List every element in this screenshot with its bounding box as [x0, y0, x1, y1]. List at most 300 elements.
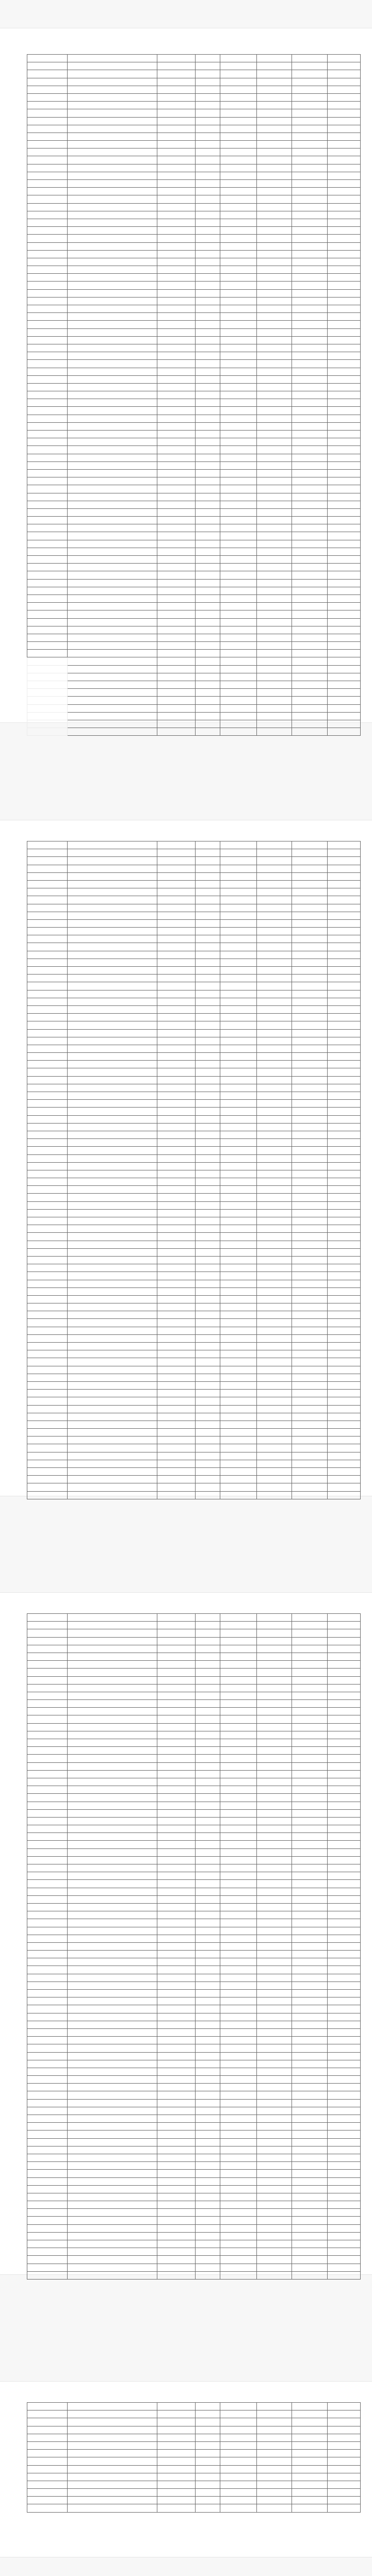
lowest-score-cell — [292, 657, 328, 665]
highest-score-cell — [257, 1903, 292, 1911]
major-cell — [68, 2177, 157, 2185]
subject-cell — [196, 1248, 220, 1256]
major-cell — [68, 1319, 157, 1327]
provincial-control-line-cell — [220, 1684, 257, 1692]
table-row — [27, 282, 361, 289]
average-score-cell — [328, 928, 361, 935]
major-cell — [68, 438, 157, 446]
subject-cell — [196, 1739, 220, 1747]
major-cell — [68, 872, 157, 880]
major-cell — [68, 383, 157, 391]
major-cell — [68, 1280, 157, 1287]
table-row — [27, 650, 361, 657]
province-cell — [27, 446, 68, 454]
batch-cell — [157, 556, 196, 564]
highest-score-cell — [257, 1217, 292, 1225]
average-score-cell — [328, 1491, 361, 1499]
table-row — [27, 242, 361, 250]
average-score-cell — [328, 289, 361, 297]
highest-score-cell — [257, 975, 292, 982]
batch-cell — [157, 2021, 196, 2028]
highest-score-cell — [257, 912, 292, 919]
table-row — [27, 125, 361, 133]
provincial-control-line-cell — [220, 2005, 257, 2013]
average-score-cell — [328, 1692, 361, 1699]
provincial-control-line-cell — [220, 1217, 257, 1225]
lowest-score-cell — [292, 2177, 328, 2185]
major-cell — [68, 211, 157, 219]
provincial-control-line-cell — [220, 1692, 257, 1699]
batch-cell — [157, 109, 196, 117]
province-cell — [27, 125, 68, 133]
batch-cell — [157, 70, 196, 78]
average-score-cell — [328, 1014, 361, 1021]
province-cell — [27, 1170, 68, 1178]
highest-score-cell — [257, 1139, 292, 1147]
average-score-cell — [328, 282, 361, 289]
batch-cell — [157, 2084, 196, 2091]
major-cell — [68, 880, 157, 888]
provincial-control-line-cell — [220, 841, 257, 849]
highest-score-cell — [257, 1029, 292, 1037]
highest-score-cell — [257, 2473, 292, 2481]
provincial-control-line-cell — [220, 2450, 257, 2457]
table-row — [27, 1194, 361, 1201]
batch-cell — [157, 2193, 196, 2201]
highest-score-cell — [257, 1436, 292, 1444]
average-score-cell — [328, 383, 361, 391]
average-score-cell — [328, 1084, 361, 1092]
subject-cell — [196, 375, 220, 383]
subject-cell — [196, 2232, 220, 2240]
table-row — [27, 1755, 361, 1762]
major-cell — [68, 2013, 157, 2021]
batch-cell — [157, 1841, 196, 1848]
average-score-cell — [328, 2123, 361, 2131]
table-row — [27, 865, 361, 872]
highest-score-cell — [257, 1162, 292, 1170]
batch-cell — [157, 1295, 196, 1303]
major-cell — [68, 508, 157, 516]
batch-cell — [157, 508, 196, 516]
provincial-control-line-cell — [220, 1669, 257, 1676]
lowest-score-cell — [292, 297, 328, 305]
average-score-cell — [328, 975, 361, 982]
provincial-control-line-cell — [220, 1068, 257, 1076]
highest-score-cell — [257, 1864, 292, 1872]
province-cell — [27, 595, 68, 602]
major-cell — [68, 1990, 157, 1997]
major-cell — [68, 375, 157, 383]
provincial-control-line-cell — [220, 1444, 257, 1452]
subject-cell — [196, 2052, 220, 2060]
major-cell — [68, 1194, 157, 1201]
provincial-control-line-cell — [220, 1468, 257, 1476]
average-score-cell — [328, 164, 361, 172]
major-cell — [68, 156, 157, 164]
lowest-score-cell — [292, 242, 328, 250]
subject-cell — [196, 1374, 220, 1381]
subject-cell — [196, 1848, 220, 1856]
table-row — [27, 2076, 361, 2084]
major-cell — [68, 328, 157, 336]
major-cell — [68, 1958, 157, 1966]
highest-score-cell — [257, 344, 292, 352]
province-cell — [27, 305, 68, 313]
batch-cell — [157, 1935, 196, 1942]
highest-score-cell — [257, 998, 292, 1005]
highest-score-cell — [257, 195, 292, 203]
major-cell — [68, 461, 157, 469]
batch-cell — [157, 1990, 196, 1997]
table-row — [27, 673, 361, 681]
province-cell — [27, 1460, 68, 1467]
table-row — [27, 1037, 361, 1045]
batch-cell — [157, 610, 196, 618]
average-score-cell — [328, 849, 361, 857]
major-cell — [68, 2044, 157, 2052]
provincial-control-line-cell — [220, 93, 257, 101]
major-cell — [68, 1053, 157, 1061]
provincial-control-line-cell — [220, 673, 257, 681]
province-cell — [27, 1880, 68, 1888]
batch-cell — [157, 1366, 196, 1374]
average-score-cell — [328, 990, 361, 998]
provincial-control-line-cell — [220, 1872, 257, 1880]
lowest-score-cell — [292, 1287, 328, 1295]
subject-cell — [196, 1444, 220, 1452]
major-cell — [68, 2091, 157, 2099]
average-score-cell — [328, 1139, 361, 1147]
subject-cell — [196, 62, 220, 70]
highest-score-cell — [257, 1888, 292, 1895]
province-cell — [27, 2441, 68, 2449]
provincial-control-line-cell — [220, 1225, 257, 1233]
highest-score-cell — [257, 872, 292, 880]
batch-cell — [157, 857, 196, 865]
table-row — [27, 1005, 361, 1013]
provincial-control-line-cell — [220, 540, 257, 548]
provincial-control-line-cell — [220, 1397, 257, 1405]
lowest-score-cell — [292, 360, 328, 368]
province-cell — [27, 1692, 68, 1699]
highest-score-cell — [257, 1390, 292, 1397]
subject-cell — [196, 1241, 220, 1248]
batch-cell — [157, 2068, 196, 2075]
lowest-score-cell — [292, 2138, 328, 2146]
batch-cell — [157, 1684, 196, 1692]
lowest-score-cell — [292, 728, 328, 736]
lowest-score-cell — [292, 2410, 328, 2418]
table-row — [27, 1045, 361, 1052]
province-cell — [27, 93, 68, 101]
subject-cell — [196, 156, 220, 164]
lowest-score-cell — [292, 93, 328, 101]
lowest-score-cell — [292, 1476, 328, 1483]
highest-score-cell — [257, 1358, 292, 1366]
province-cell — [27, 697, 68, 704]
highest-score-cell — [257, 2060, 292, 2068]
lowest-score-cell — [292, 1637, 328, 1645]
subject-cell — [196, 912, 220, 919]
province-cell — [27, 720, 68, 728]
table-row — [27, 438, 361, 446]
provincial-control-line-cell — [220, 2107, 257, 2115]
highest-score-cell — [257, 1303, 292, 1311]
subject-cell — [196, 70, 220, 78]
provincial-control-line-cell — [220, 1903, 257, 1911]
provincial-control-line-cell — [220, 250, 257, 258]
provincial-control-line-cell — [220, 1997, 257, 2005]
major-cell — [68, 195, 157, 203]
province-cell — [27, 517, 68, 524]
provincial-control-line-cell — [220, 62, 257, 70]
subject-cell — [196, 109, 220, 117]
subject-cell — [196, 1723, 220, 1731]
average-score-cell — [328, 1366, 361, 1374]
batch-cell — [157, 1303, 196, 1311]
province-cell — [27, 321, 68, 328]
provincial-control-line-cell — [220, 2177, 257, 2185]
lowest-score-cell — [292, 1483, 328, 1491]
major-cell — [68, 1731, 157, 1739]
table-row — [27, 493, 361, 501]
average-score-cell — [328, 1194, 361, 1201]
subject-cell — [196, 2091, 220, 2099]
column-header — [328, 55, 361, 62]
lowest-score-cell — [292, 305, 328, 313]
table-row — [27, 2450, 361, 2457]
average-score-cell — [328, 967, 361, 975]
lowest-score-cell — [292, 1684, 328, 1692]
batch-cell — [157, 928, 196, 935]
table-row — [27, 1958, 361, 1966]
province-cell — [27, 1731, 68, 1739]
province-cell — [27, 1295, 68, 1303]
province-cell — [27, 344, 68, 352]
major-cell — [68, 1014, 157, 1021]
subject-cell — [196, 172, 220, 179]
highest-score-cell — [257, 2005, 292, 2013]
province-cell — [27, 1334, 68, 1342]
column-header — [220, 55, 257, 62]
average-score-cell — [328, 548, 361, 555]
province-cell — [27, 1895, 68, 1903]
provincial-control-line-cell — [220, 1264, 257, 1272]
lowest-score-cell — [292, 1295, 328, 1303]
subject-cell — [196, 1170, 220, 1178]
lowest-score-cell — [292, 1405, 328, 1413]
highest-score-cell — [257, 1723, 292, 1731]
lowest-score-cell — [292, 712, 328, 720]
batch-cell — [157, 1708, 196, 1715]
highest-score-cell — [257, 2123, 292, 2131]
table-row — [27, 133, 361, 140]
subject-cell — [196, 242, 220, 250]
batch-cell — [157, 2426, 196, 2434]
average-score-cell — [328, 2084, 361, 2091]
average-score-cell — [328, 673, 361, 681]
subject-cell — [196, 148, 220, 156]
average-score-cell — [328, 274, 361, 282]
average-score-cell — [328, 1684, 361, 1692]
average-score-cell — [328, 2052, 361, 2060]
highest-score-cell — [257, 2028, 292, 2036]
subject-cell — [196, 857, 220, 865]
batch-cell — [157, 2497, 196, 2504]
average-score-cell — [328, 1319, 361, 1327]
table-row — [27, 1715, 361, 1723]
lowest-score-cell — [292, 1739, 328, 1747]
average-score-cell — [328, 1444, 361, 1452]
highest-score-cell — [257, 2465, 292, 2473]
province-cell — [27, 415, 68, 422]
average-score-cell — [328, 1334, 361, 1342]
province-cell — [27, 1958, 68, 1966]
subject-cell — [196, 1684, 220, 1692]
province-cell — [27, 967, 68, 975]
major-cell — [68, 1629, 157, 1637]
provincial-control-line-cell — [220, 2146, 257, 2154]
subject-cell — [196, 1343, 220, 1350]
average-score-cell — [328, 1374, 361, 1381]
average-score-cell — [328, 2005, 361, 2013]
average-score-cell — [328, 141, 361, 148]
subject-cell — [196, 657, 220, 665]
average-score-cell — [328, 1888, 361, 1895]
provincial-control-line-cell — [220, 1390, 257, 1397]
average-score-cell — [328, 532, 361, 540]
average-score-cell — [328, 1755, 361, 1762]
batch-cell — [157, 1786, 196, 1794]
average-score-cell — [328, 1225, 361, 1233]
major-cell — [68, 368, 157, 375]
provincial-control-line-cell — [220, 532, 257, 540]
province-cell — [27, 2489, 68, 2497]
lowest-score-cell — [292, 564, 328, 571]
table-row — [27, 431, 361, 438]
batch-cell — [157, 2107, 196, 2115]
major-cell — [68, 2217, 157, 2224]
highest-score-cell — [257, 493, 292, 501]
table-row — [27, 1919, 361, 1927]
major-cell — [68, 2232, 157, 2240]
province-cell — [27, 1209, 68, 1217]
batch-cell — [157, 1452, 196, 1460]
provincial-control-line-cell — [220, 2473, 257, 2481]
subject-cell — [196, 1256, 220, 1264]
major-cell — [68, 1084, 157, 1092]
subject-cell — [196, 2457, 220, 2465]
lowest-score-cell — [292, 282, 328, 289]
batch-cell — [157, 1209, 196, 1217]
highest-score-cell — [257, 728, 292, 736]
province-cell — [27, 1053, 68, 1061]
admission-scores-table — [27, 1613, 361, 2280]
subject-cell — [196, 1390, 220, 1397]
average-score-cell — [328, 1856, 361, 1864]
subject-cell — [196, 1045, 220, 1052]
province-cell — [27, 2107, 68, 2115]
table-row — [27, 501, 361, 508]
subject-cell — [196, 1872, 220, 1880]
subject-cell — [196, 1405, 220, 1413]
province-cell — [27, 282, 68, 289]
batch-cell — [157, 1833, 196, 1841]
highest-score-cell — [257, 1186, 292, 1194]
average-score-cell — [328, 1700, 361, 1708]
lowest-score-cell — [292, 1358, 328, 1366]
province-cell — [27, 172, 68, 179]
batch-cell — [157, 454, 196, 461]
highest-score-cell — [257, 1233, 292, 1241]
provincial-control-line-cell — [220, 1491, 257, 1499]
province-cell — [27, 1452, 68, 1460]
province-cell — [27, 1856, 68, 1864]
subject-cell — [196, 2005, 220, 2013]
provincial-control-line-cell — [220, 2162, 257, 2170]
province-cell — [27, 1194, 68, 1201]
provincial-control-line-cell — [220, 1825, 257, 1833]
average-score-cell — [328, 857, 361, 865]
provincial-control-line-cell — [220, 2465, 257, 2473]
provincial-control-line-cell — [220, 704, 257, 712]
province-cell — [27, 1014, 68, 1021]
highest-score-cell — [257, 1692, 292, 1699]
province-cell — [27, 1327, 68, 1334]
subject-cell — [196, 78, 220, 86]
major-cell — [68, 1123, 157, 1131]
table-row — [27, 1256, 361, 1264]
table-row — [27, 1421, 361, 1428]
subject-cell — [196, 477, 220, 485]
average-score-cell — [328, 1841, 361, 1848]
province-cell — [27, 1739, 68, 1747]
batch-cell — [157, 195, 196, 203]
batch-cell — [157, 2185, 196, 2193]
highest-score-cell — [257, 1794, 292, 1802]
batch-cell — [157, 242, 196, 250]
subject-cell — [196, 493, 220, 501]
highest-score-cell — [257, 532, 292, 540]
province-cell — [27, 935, 68, 943]
major-cell — [68, 93, 157, 101]
subject-cell — [196, 422, 220, 430]
province-cell — [27, 1614, 68, 1622]
province-cell — [27, 665, 68, 673]
batch-cell — [157, 998, 196, 1005]
major-cell — [68, 1864, 157, 1872]
average-score-cell — [328, 2410, 361, 2418]
table-row — [27, 1903, 361, 1911]
batch-cell — [157, 2146, 196, 2154]
provincial-control-line-cell — [220, 1786, 257, 1794]
batch-cell — [157, 728, 196, 736]
provincial-control-line-cell — [220, 172, 257, 179]
provincial-control-line-cell — [220, 2201, 257, 2209]
lowest-score-cell — [292, 313, 328, 321]
table-row — [27, 1452, 361, 1460]
highest-score-cell — [257, 2256, 292, 2264]
average-score-cell — [328, 998, 361, 1005]
major-cell — [68, 943, 157, 951]
highest-score-cell — [257, 360, 292, 368]
subject-cell — [196, 1476, 220, 1483]
subject-cell — [196, 454, 220, 461]
average-score-cell — [328, 62, 361, 70]
average-score-cell — [328, 982, 361, 990]
highest-score-cell — [257, 1684, 292, 1692]
